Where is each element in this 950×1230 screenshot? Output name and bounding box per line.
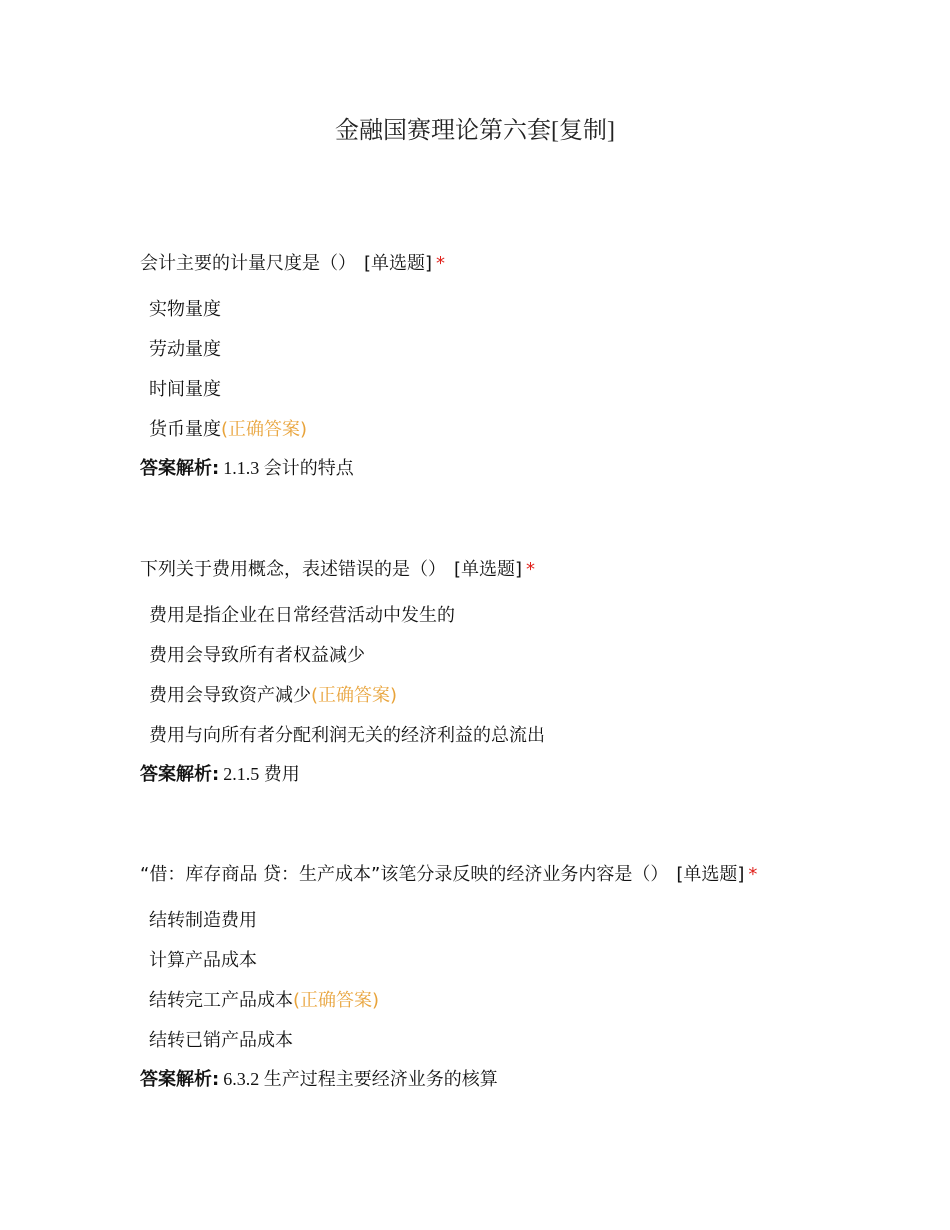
option-label: 费用与向所有者分配利润无关的经济利益的总流出 [149, 725, 545, 746]
analysis-label: 答案解析: [140, 1069, 220, 1090]
correct-answer-mark: (正确答案) [311, 685, 398, 706]
question-type-label: [单选题] [454, 559, 523, 580]
analysis-text: 2.1.5 费用 [223, 764, 300, 784]
option-correct[interactable] [149, 418, 840, 442]
option-label: 结转已销产品成本 [149, 1030, 293, 1051]
option[interactable] [149, 378, 840, 402]
option-label: 时间量度 [149, 379, 221, 400]
question-1 [140, 252, 840, 481]
question-3 [140, 863, 840, 1092]
question-text [140, 558, 840, 582]
option[interactable] [149, 298, 840, 322]
question-type-label: [单选题] [364, 253, 433, 274]
option[interactable] [149, 724, 840, 748]
option[interactable] [149, 949, 840, 973]
question-stem: “借：库存商品 贷：生产成本”该笔分录反映的经济业务内容是（） [140, 864, 669, 885]
option-correct[interactable] [149, 684, 840, 708]
option[interactable] [149, 338, 840, 362]
answer-analysis [140, 456, 840, 481]
analysis-text: 6.3.2 生产过程主要经济业务的核算 [223, 1069, 498, 1089]
option-label: 结转制造费用 [149, 910, 257, 931]
question-stem: 会计主要的计量尺度是（） [140, 253, 356, 274]
answer-analysis [140, 762, 840, 787]
correct-answer-mark: (正确答案) [293, 990, 380, 1011]
option[interactable] [149, 1029, 840, 1053]
required-mark: * [526, 559, 536, 580]
question-text [140, 863, 840, 887]
question-stem: 下列关于费用概念，表述错误的是（） [140, 559, 446, 580]
answer-analysis [140, 1067, 840, 1092]
option-correct[interactable] [149, 989, 840, 1013]
option-label: 计算产品成本 [149, 950, 257, 971]
option-label: 费用会导致资产减少 [149, 685, 311, 706]
option-label: 货币量度 [149, 419, 221, 440]
option-label: 费用会导致所有者权益减少 [149, 645, 365, 666]
analysis-label: 答案解析: [140, 764, 220, 785]
option-label: 结转完工产品成本 [149, 990, 293, 1011]
option-label: 费用是指企业在日常经营活动中发生的 [149, 605, 455, 626]
option-label: 劳动量度 [149, 339, 221, 360]
option[interactable] [149, 644, 840, 668]
required-mark: * [748, 864, 758, 885]
option[interactable] [149, 604, 840, 628]
question-2 [140, 558, 840, 787]
option-label: 实物量度 [149, 299, 221, 320]
question-type-label: [单选题] [676, 864, 745, 885]
option[interactable] [149, 909, 840, 933]
page-title: 金融国赛理论第六套[复制] [335, 118, 615, 144]
analysis-label: 答案解析: [140, 458, 220, 479]
question-text [140, 252, 840, 276]
correct-answer-mark: (正确答案) [221, 419, 308, 440]
required-mark: * [436, 253, 446, 274]
analysis-text: 1.1.3 会计的特点 [223, 458, 354, 478]
